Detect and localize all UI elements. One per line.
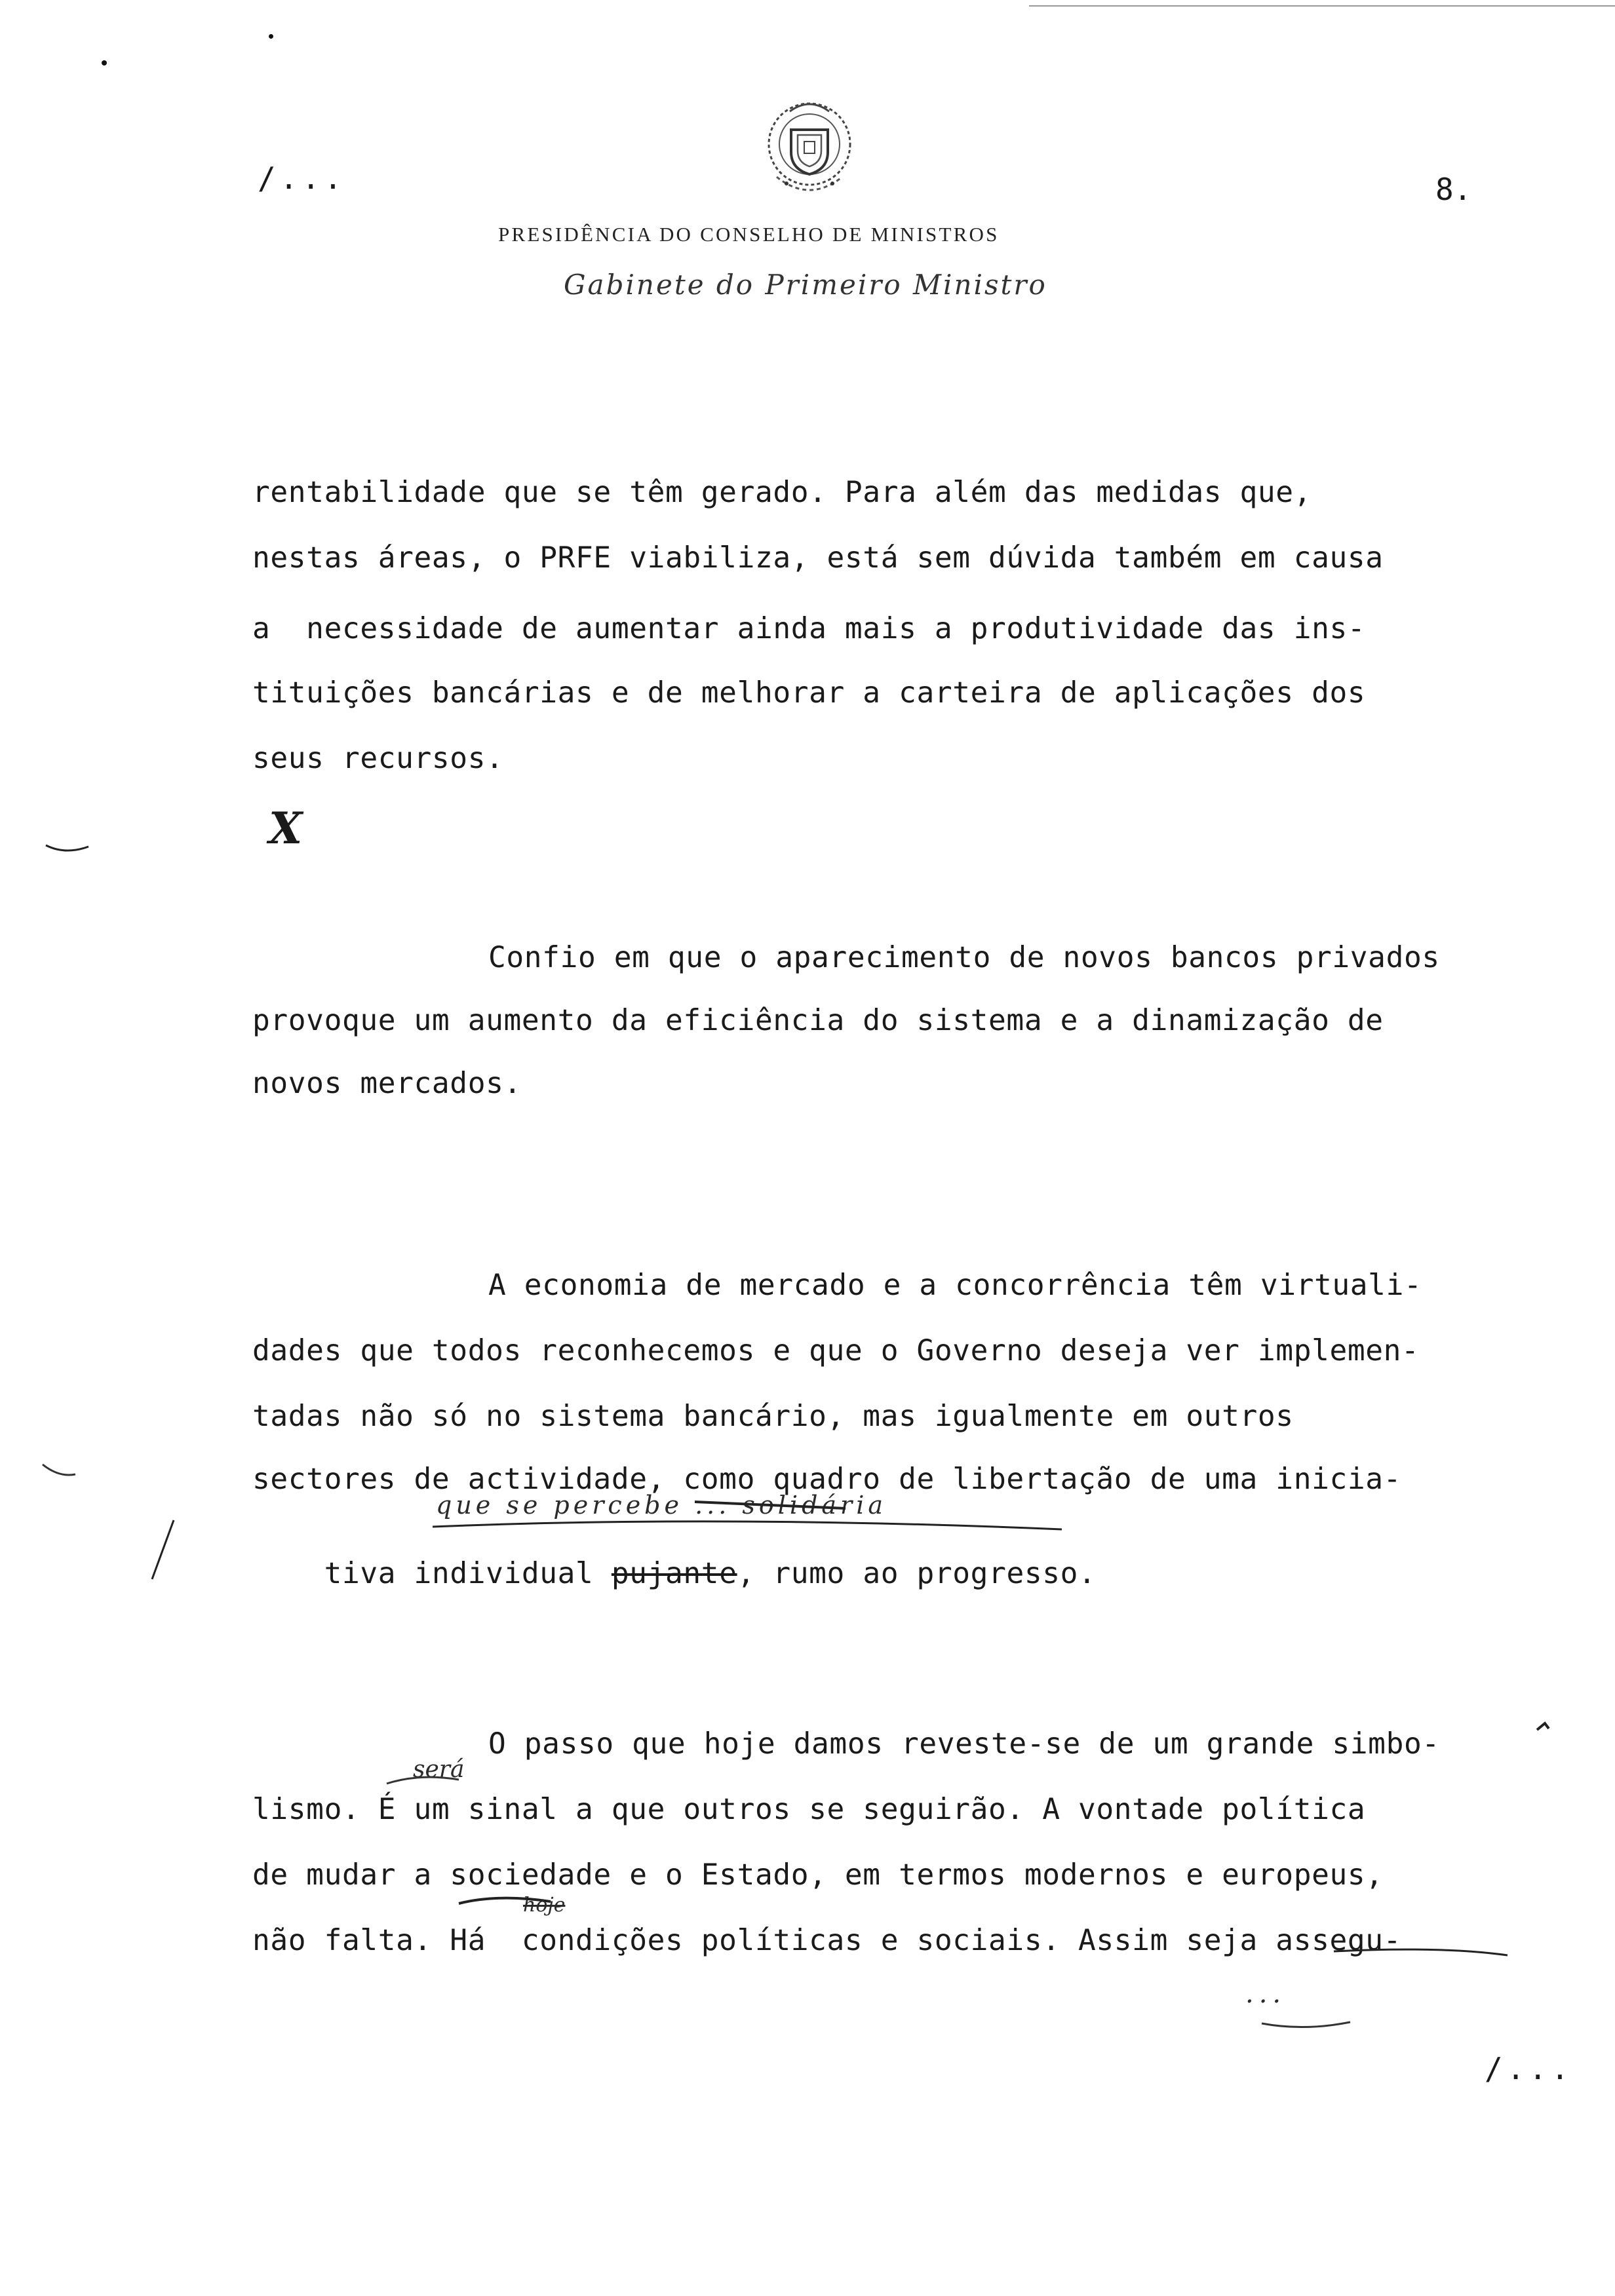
paragraph-2-line: provoque um aumento da eficiência do sistema e a dinamização de [252,1004,1384,1037]
paragraph-2-line: Confio em que o aparecimento de novos bancos privados [488,941,1440,974]
handwritten-insertion: que se percebe ... solidária [436,1491,887,1520]
paragraph-4-line: de mudar a sociedade e o Estado, em termos modernos e europeus, [252,1858,1384,1892]
paragraph-4-line: não falta. Há condições políticas e sociais. Assim seja assegu- [252,1924,1402,1957]
paragraph-1-line: a necessidade de aumentar ainda mais a produtividade das ins- [252,612,1366,645]
handwritten-insertion: hoje [523,1894,566,1917]
paragraph-1-line: nestas áreas, o PRFE viabiliza, está sem dúvida também em causa [252,541,1384,575]
paragraph-3-line: dades que todos reconhecemos e que o Governo deseja ver implemen- [252,1334,1420,1368]
header-subtitle: Gabinete do Primeiro Ministro [564,269,1047,301]
paragraph-3-line: sectores de actividade, como quadro de libertação de uma inicia- [252,1463,1402,1496]
handwritten-insertion: ... [1245,1979,1287,2009]
paragraph-3-line: tadas não só no sistema bancário, mas igualmente em outros [252,1400,1294,1433]
header-title: PRESIDÊNCIA DO CONSELHO DE MINISTROS [498,223,1000,246]
paragraph-4-line: O passo que hoje damos reveste-se de um grande simbo- [488,1727,1440,1761]
paragraph-1-line: tituições bancárias e de melhorar a carteira de aplicações dos [252,676,1366,710]
margin-mark: X [269,803,303,854]
struck-word: pujante [611,1556,737,1590]
paragraph-2-line: novos mercados. [252,1067,522,1100]
paragraph-1-line: seus recursos. [252,742,504,775]
continuation-marker-bottom: /... [1485,2051,1573,2086]
line-text: tiva individual [324,1556,612,1590]
handwritten-insertion: será [413,1756,465,1783]
continuation-marker-top: /... [258,161,346,196]
line-text: , rumo ao progresso. [737,1556,1097,1590]
paragraph-3-line: A economia de mercado e a concorrência têm virtuali- [488,1269,1422,1302]
paragraph-4-line: lismo. É um sinal a que outros se seguirão. A vontade política [252,1793,1366,1826]
paragraph-1-line: rentabilidade que se têm gerado. Para além das medidas que, [252,476,1312,509]
page-number: 8. [1435,172,1472,207]
